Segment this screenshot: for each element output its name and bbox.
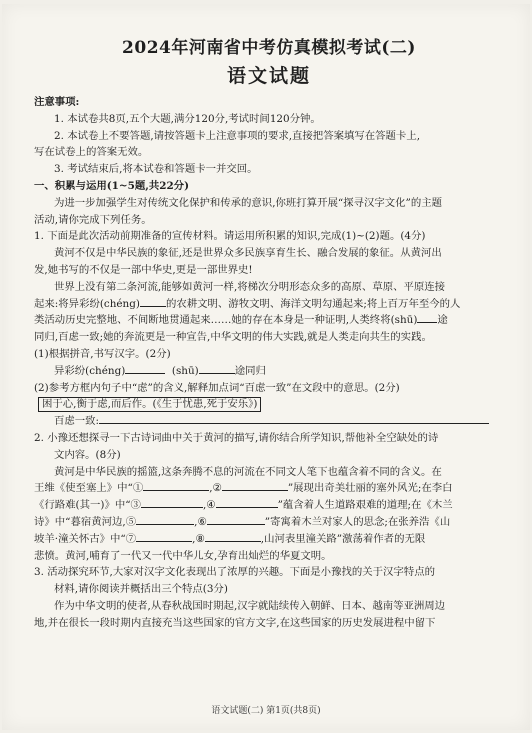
q2-line-1: 黄河是中华民族的摇篮,这条奔腾不息的河流在不同文人笔下也蕴含着不同的含义。在 — [54, 465, 442, 478]
q2-line-4-a: 诗》中“暮宿黄河边,⑤ — [34, 515, 137, 528]
q2-stem-b: 文内容。(8分) — [54, 448, 121, 461]
notice-item-3: 3. 考试结束后,将本试卷和答题卡一并交回。 — [54, 163, 258, 176]
q2-line-3-c: ”蕴含着人生道路艰难的道理;在《木兰 — [277, 499, 453, 512]
q1-para2-b-rest: 的农耕文明、游牧文明、海洋文明勾通起来;将上百万年至今的人 — [165, 297, 461, 310]
blank-8[interactable] — [205, 531, 261, 542]
q1-para1-b: 发,她书写的不仅是一部中华史,更是一部世界史! — [34, 263, 253, 276]
exam-title: 2024年河南省中考仿真模拟考试(二) — [122, 38, 416, 58]
q1-sub2: (2)参考方框内句子中“虑”的含义,解释加点词“百虑一致”在文段中的意思。(2分) — [34, 381, 400, 394]
q2-line-2-b: ”展现出奇美壮丽的塞外风光;在李白 — [287, 482, 453, 495]
q1-answer-row — [34, 413, 504, 430]
answer-blank-2[interactable] — [199, 363, 235, 374]
exam-subtitle: 语文试题 — [226, 65, 311, 87]
blank-6[interactable] — [207, 514, 265, 525]
page-footer: 语文试题(二) 第1页(共8页) — [211, 706, 321, 716]
q1-para2-d: 同归,百虑一致;她的奔流更是一种宣告,中华文明的伟大实践,就是人类走向共生的实践。 — [34, 331, 432, 344]
q2-line-2: 王维《使至塞上》中“① ,② ”展现出奇美壮丽的塞外风光;在李白 — [34, 482, 453, 495]
q2-line-4-c: ”寄寓着木兰对家人的思念;在张养浩《山 — [264, 515, 451, 528]
answer-line[interactable] — [99, 413, 489, 424]
q2-line-4-b: ,⑥ — [194, 515, 207, 528]
q1-para2-a: 世界上没有第二条河流,能够如黄河一样,将梯次分明形态众多的高原、草原、平原连接 — [54, 280, 446, 293]
blank-2[interactable] — [222, 480, 288, 491]
q2-line-3-b: ,④ — [202, 499, 216, 512]
q2-stem-a: 2. 小豫还想探寻一下古诗词曲中关于黄河的描写,请你结合所学知识,帮他补全空缺处的诗 — [34, 431, 439, 444]
blank-3[interactable] — [141, 497, 203, 508]
q2-line-5-b: ,⑧ — [192, 532, 205, 545]
notice-item-2b: 写在试卷上的答案无效。 — [34, 146, 149, 159]
q1-para1-a: 黄河不仅是中华民族的象征,还是世界众多民族享育生长、融合发展的象征。从黄河出 — [54, 247, 442, 260]
fill-a: 异彩纷(chéng) — [54, 364, 126, 377]
q1-para2-c-rest: 途 — [437, 314, 448, 327]
blank-line — [140, 296, 166, 307]
fill-b: (shū) — [171, 364, 199, 377]
section1-heading: 一、积累与运用(1~5题,共22分) — [34, 179, 189, 192]
blank-4[interactable] — [216, 497, 278, 508]
section1-intro-2: 活动,请你完成下列任务。 — [34, 213, 152, 226]
q2-line-3 — [34, 497, 504, 514]
quote-box: 困于心,衡于虑,而后作。(《生于忧患,死于安乐》) — [38, 397, 261, 412]
blank-1[interactable] — [143, 480, 209, 491]
answer-blank-1[interactable] — [125, 363, 165, 374]
q1-sub1: (1)根据拼音,书写汉字。(2分) — [34, 347, 171, 360]
q1-para2-c-text: 类活动历史完整地、不间断地贯通起来……她的存在本身是一种证明,人类终将(shū) — [34, 314, 418, 327]
notice-section — [34, 94, 504, 632]
q2-line-5-c: ,山河表里潼关路”激荡着作者的无限 — [260, 532, 426, 545]
section1-intro-1: 为进一步加强学生对传统文化保护和传承的意识,你班打算开展“探寻汉字文化”的主题 — [54, 196, 442, 209]
q2-line-2-a: 王维《使至塞上》中“① — [34, 482, 144, 495]
blank-5[interactable] — [136, 514, 194, 525]
blank-7[interactable] — [136, 531, 192, 542]
notice-heading: 注意事项: — [34, 96, 80, 108]
q1-para2-b — [34, 296, 504, 313]
q3-para-1: 作为中华文明的使者,从春秋战国时期起,汉字就陆续传入朝鲜、日本、越南等亚洲周边 — [54, 599, 446, 612]
notice-item-1: 1. 本试卷共8页,五个大题,满分120分,考试时间120分钟。 — [54, 112, 321, 125]
q3-para-2: 地,并在很长一段时期内直接充当这些国家的官方文字,在这些国家的历史发展进程中留下 — [34, 616, 436, 629]
answer-label: 百虑一致: — [54, 415, 100, 428]
q1-para2-b-text: 起来:将异彩纷(chéng) — [34, 297, 140, 310]
q1-stem: 1. 下面是此次活动前期准备的宣传材料。请运用所积累的知识,完成(1)~(2)题。(4分) — [34, 230, 426, 243]
q2-line-3-a: 《行路难(其一)》中“③ — [34, 499, 141, 512]
q2-line-4 — [34, 514, 504, 531]
blank-line — [417, 312, 437, 323]
notice-item-2a: 2. 本试卷上不要答题,请按答题卡上注意事项的要求,直接把答案填写在答题卡上, — [54, 129, 421, 142]
q3-stem-b: 材料,请你阅读并概括出三个特点(3分) — [54, 583, 228, 596]
q1-para2-c — [34, 312, 504, 329]
fill-c: 途同归 — [234, 364, 266, 377]
q3-stem-a: 3. 活动探究环节,大家对汉字文化表现出了浓厚的兴趣。下面是小豫找的关于汉字特点的 — [34, 566, 435, 579]
q1-fill-row — [34, 363, 504, 380]
q2-line-5 — [34, 531, 504, 548]
q2-line-5-a: 坡羊·潼关怀古》中“⑦ — [34, 532, 137, 545]
q2-line-6: 悲愤。黄河,哺育了一代又一代中华儿女,孕育出灿烂的华夏文明。 — [34, 549, 332, 562]
